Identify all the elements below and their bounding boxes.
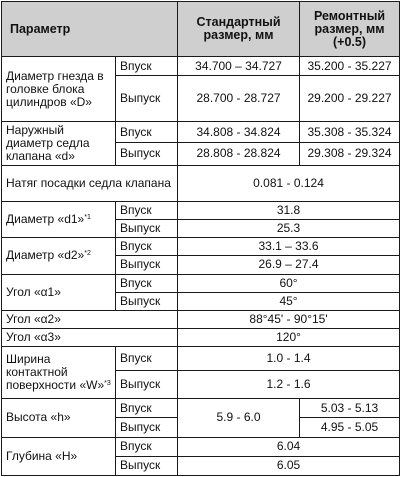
d2-label-cell — [2, 238, 116, 274]
a3-value: 120° — [178, 328, 400, 346]
d2-exhaust-value: 26.9 – 27.4 — [178, 256, 400, 274]
d2-label: Диаметр «d2» — [6, 248, 85, 263]
height-std-value: 5.9 - 6.0 — [178, 399, 300, 437]
valve-seat-spec-table — [1, 1, 400, 476]
table-row — [2, 202, 400, 220]
header-standard: Стандартный размер, мм — [178, 2, 300, 57]
d1-intake-value: 31.8 — [178, 202, 400, 220]
table-row — [2, 347, 400, 371]
seat-outer-exhaust-label: Выпуск — [116, 142, 178, 165]
depth-label: Глубина «H» — [2, 437, 116, 475]
seat-outer-exhaust-rep: 29.308 - 29.324 — [300, 142, 400, 165]
table-row — [2, 328, 400, 346]
d2-intake-value: 33.1 – 33.6 — [178, 238, 400, 256]
width-exhaust-value: 1.2 - 1.6 — [178, 371, 400, 399]
table-row — [2, 399, 400, 418]
height-intake-label: Впуск — [116, 399, 178, 418]
width-intake-value: 1.0 - 1.4 — [178, 347, 400, 371]
depth-exhaust-value: 6.05 — [178, 456, 400, 475]
seat-hole-intake-label: Впуск — [116, 57, 178, 76]
d1-label-cell — [2, 202, 116, 238]
table-row — [2, 122, 400, 142]
table-row — [2, 310, 400, 328]
seat-outer-exhaust-std: 28.808 - 28.824 — [178, 142, 300, 165]
a2-value: 88°45' - 90°15' — [178, 310, 400, 328]
table-row — [2, 238, 400, 256]
interference-label: Натяг посадки седла клапана — [2, 165, 178, 201]
interference-value: 0.081 - 0.124 — [178, 165, 400, 201]
d1-exhaust-label: Выпуск — [116, 220, 178, 238]
width-exhaust-label: Выпуск — [116, 371, 178, 399]
height-exhaust-rep: 4.95 - 5.05 — [300, 418, 400, 437]
seat-hole-exhaust-std: 28.700 - 28.727 — [178, 76, 300, 122]
seat-hole-intake-std: 34.700 – 34.727 — [178, 57, 300, 76]
width-label: Ширина контактной поверхности «W» — [6, 352, 105, 393]
d1-label: Диаметр «d1» — [6, 212, 85, 227]
height-exhaust-label: Выпуск — [116, 418, 178, 437]
a3-label: Угол «α3» — [2, 328, 178, 346]
a2-label: Угол «α2» — [2, 310, 178, 328]
seat-outer-label: Наружный диаметр седла клапана «d» — [2, 122, 116, 165]
a1-intake-value: 60° — [178, 274, 400, 292]
table-row — [2, 274, 400, 292]
seat-hole-intake-rep: 35.200 - 35.227 — [300, 57, 400, 76]
seat-hole-exhaust-rep: 29.200 - 29.227 — [300, 76, 400, 122]
d2-intake-label: Впуск — [116, 238, 178, 256]
seat-hole-exhaust-label: Выпуск — [116, 76, 178, 122]
d2-footnote: *2 — [84, 250, 91, 258]
header-param: Параметр — [2, 2, 178, 57]
depth-intake-value: 6.04 — [178, 437, 400, 456]
d1-intake-label: Впуск — [116, 202, 178, 220]
depth-intake-label: Впуск — [116, 437, 178, 456]
height-label: Высота «h» — [2, 399, 116, 437]
seat-outer-intake-rep: 35.308 - 35.324 — [300, 122, 400, 142]
height-intake-rep: 5.03 - 5.13 — [300, 399, 400, 418]
header-repair: Ремонтный размер, мм (+0.5) — [300, 2, 400, 57]
width-intake-label: Впуск — [116, 347, 178, 371]
table-row — [2, 57, 400, 76]
a1-exhaust-value: 45° — [178, 292, 400, 310]
a1-intake-label: Впуск — [116, 274, 178, 292]
table-row — [2, 437, 400, 456]
table-row — [2, 165, 400, 201]
width-footnote: *3 — [104, 380, 111, 388]
a1-exhaust-label: Выпуск — [116, 292, 178, 310]
d1-exhaust-value: 25.3 — [178, 220, 400, 238]
depth-exhaust-label: Выпуск — [116, 456, 178, 475]
a1-label: Угол «α1» — [2, 274, 116, 310]
width-label-cell — [2, 347, 116, 399]
header-row — [2, 2, 400, 57]
seat-outer-intake-std: 34.808 - 34.824 — [178, 122, 300, 142]
seat-outer-intake-label: Впуск — [116, 122, 178, 142]
seat-hole-label: Диаметр гнезда в головке блока цилиндров «D» — [2, 57, 116, 122]
d1-footnote: *1 — [84, 214, 91, 222]
d2-exhaust-label: Выпуск — [116, 256, 178, 274]
